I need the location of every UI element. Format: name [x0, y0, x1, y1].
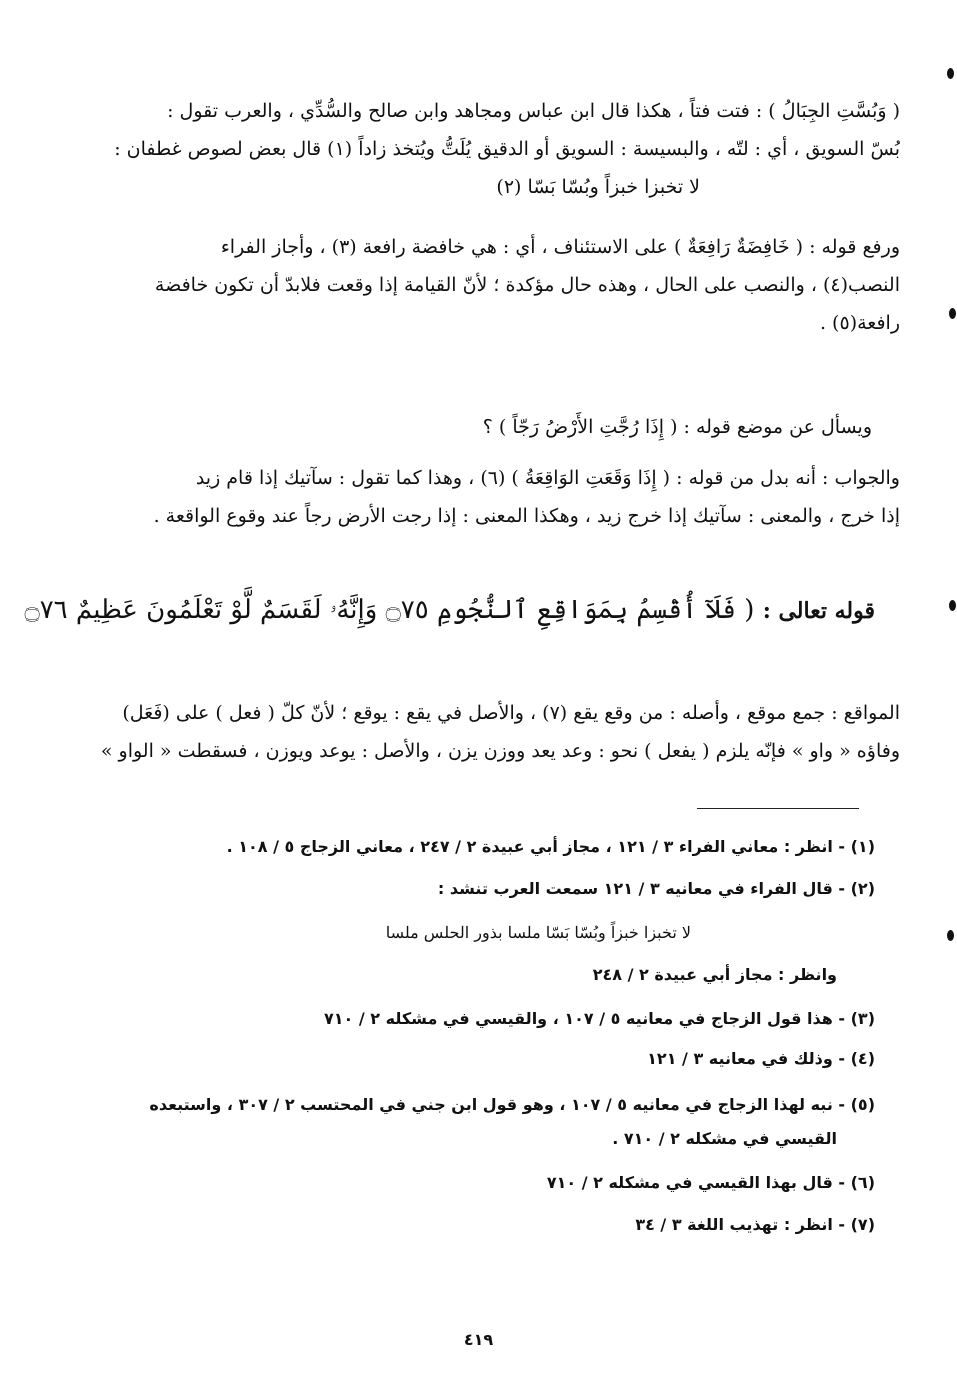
- verse-intro: قوله تعالى :: [762, 598, 875, 624]
- paragraph-line: النصب(٤) ، والنصب على الحال ، وهذه حال مؤكدة ؛ لأنّ القيامة إذا وقعت فلابدّ أن تكون خافضة: [154, 274, 900, 296]
- commentary-line: المواقع : جمع موقع ، وأصله : من وقع يقع (٧) ، والأصل في يقع : يوقع ؛ لأنّ كلّ ( فعل ) على (فَعَل): [122, 702, 900, 724]
- margin-mark: [947, 68, 954, 79]
- footnote-5-cont: القيسي في مشكله ٢ / ٧١٠ .: [612, 1129, 837, 1148]
- margin-mark: [949, 308, 956, 319]
- paragraph-1: [82, 92, 900, 206]
- answer-line: إذا خرج ، والمعنى : سآتيك إذا خرج زيد ، وهكذا المعنى : إذا رجت الأرض رجاً عند وقوع الواقعة .: [153, 505, 900, 527]
- page-number: ٤١٩: [463, 1330, 494, 1349]
- paragraph-line: ( وَبُسَّتِ الجِبَالُ ) : فتت فتاً ، هكذا قال ابن عباس ومجاهد وابن صالح والسُّدِّي ، والعرب تقول :: [167, 100, 900, 122]
- footnote-1: (١) - انظر : معاني الفراء ٣ / ١٢١ ، مجاز أبي عبيدة ٢ / ٢٤٧ ، معاني الزجاج ٥ / ١٠٨ .: [226, 837, 875, 856]
- footnote-6: (٦) - قال بهذا القيسي في مشكله ٢ / ٧١٠: [546, 1173, 875, 1192]
- verse-line: [24, 590, 875, 631]
- commentary: [82, 694, 900, 770]
- margin-mark: [947, 930, 954, 941]
- verse-text: ( فَلَآ أُقْسِمُ بِمَوَاقِعِ ٱلنُّجُومِ ۝٧٥ وَإِنَّهُۥ لَقَسَمٌ لَّوْ تَعْلَمُونَ عَظِيمٌ ۝٧٦: [24, 595, 755, 625]
- commentary-line: وفاؤه « واو » فإنّه يلزم ( يفعل ) نحو : وعد يعد ووزن يزن ، والأصل : يوعد ويوزن ، فسقطت « الواو »: [100, 740, 900, 762]
- paragraph-line: لا تخبزا خبزاً وبُسّا بَسّا (٢): [496, 176, 700, 198]
- paragraph-line: رافعة(٥) .: [819, 312, 900, 334]
- paragraph-line: بُسّ السويق ، أي : لتّه ، والبسيسة : السويق أو الدقيق يُلَتُّ ويُتخذ زاداً (١) قال بعض لصوص غطفان :: [114, 138, 900, 160]
- footnote-2-poem: لا تخبزا خبزاً وبُسّا بَسّا ملسا بذور الحلس ملسا: [385, 923, 691, 942]
- footnote-2: (٢) - قال الفراء في معانيه ٣ / ١٢١ سمعت العرب تنشد :: [437, 879, 875, 898]
- answer: [82, 459, 900, 535]
- paragraph-2: [82, 228, 900, 342]
- footnote-5: (٥) - نبه لهذا الزجاج في معانيه ٥ / ١٠٧ ، وهو قول ابن جني في المحتسب ٢ / ٣٠٧ ، واستبعده: [149, 1095, 875, 1114]
- answer-line: والجواب : أنه بدل من قوله : ( إِذَا وَقَعَتِ الوَاقِعَةُ ) (٦) ، وهذا كما تقول : سآتيك إذا قام زيد: [195, 467, 900, 489]
- question: [82, 408, 872, 446]
- footnote-4: (٤) - وذلك في معانيه ٣ / ١٢١: [647, 1049, 875, 1068]
- footnote-3: (٣) - هذا قول الزجاج في معانيه ٥ / ١٠٧ ، والقيسي في مشكله ٢ / ٧١٠: [324, 1009, 875, 1028]
- footnote-2-ref: وانظر : مجاز أبي عبيدة ٢ / ٢٤٨: [592, 965, 837, 984]
- footnote-7: (٧) - انظر : تهذيب اللغة ٣ / ٣٤: [635, 1215, 875, 1234]
- paragraph-line: ورفع قوله : ( خَافِضَةٌ رَافِعَةٌ ) على الاستئناف ، أي : هي خافضة رافعة (٣) ، وأجاز الفراء: [220, 236, 900, 258]
- question-line: ويسأل عن موضع قوله : ( إِذَا رُجَّتِ الأَرْضُ رَجّاً ) ؟: [482, 416, 872, 438]
- footnote-separator: [697, 808, 859, 809]
- margin-mark: [949, 600, 956, 611]
